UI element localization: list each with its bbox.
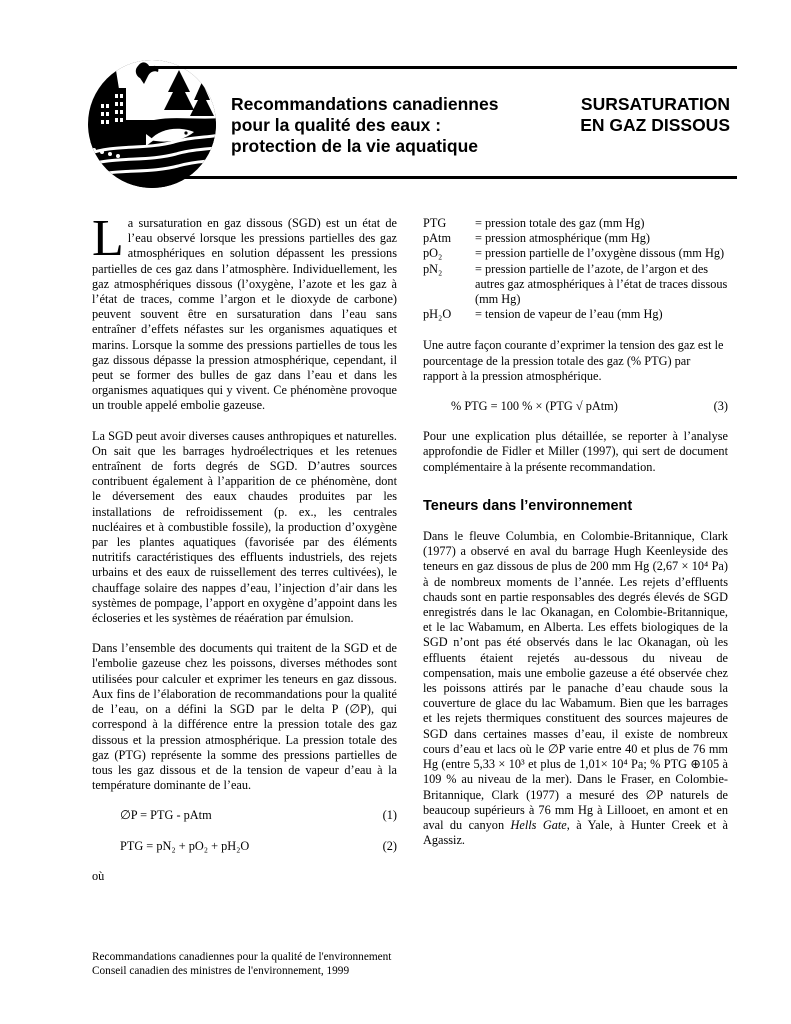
equation-2-text: PTG = pN₂ + pO₂ + pH₂O (120, 838, 250, 853)
definition-row (423, 307, 728, 322)
equation-3-number: (3) (713, 399, 728, 414)
percent-paragraph: Une autre façon courante d’exprimer la tension des gaz est le pourcentage de la pression totale des gaz (% PTG) par rapport à la pression atmosphérique. (423, 338, 724, 383)
equation-2 (120, 839, 397, 854)
definition-term: pAtm (423, 231, 452, 246)
definition-row (423, 216, 728, 231)
methods-paragraph: Dans l’ensemble des documents qui traitent de la SGD et de l'embolie gazeuse chez les poissons, diverses méthodes sont utilisées pour calculer et exprimer les teneurs en gaz dissous. Aux fins de l’élaboration de recommandations pour la qualité de l’eau, on a défini la SGD par le delta P (∅P), qui correspond à la différence entre la pression totale des gaz dissous et la pression atmosphérique. La pression totale des gaz (PTG) représente la somme des pressions partielles de tous les gaz dissous et de la tension de vapeur d’eau à la température dominante de l’eau. (92, 641, 397, 793)
title-line: protection de la vie aquatique (231, 136, 478, 156)
header-rule-top (144, 66, 737, 69)
definition-row (423, 231, 728, 246)
section-heading: Teneurs dans l’environnement (423, 497, 633, 514)
intro-paragraph (92, 210, 397, 414)
topic-line: EN GAZ DISSOUS (580, 115, 730, 135)
definition-value: = pression partielle de l’azote, de l’argon et des autres gaz atmosphériques à l’état de traces dissous (mm Hg) (475, 261, 728, 307)
definition-term: pO₂ (423, 246, 443, 261)
definitions-table (423, 216, 728, 322)
definition-row (423, 262, 728, 308)
title-line: Recommandations canadiennes (231, 94, 499, 114)
footer-line: Recommandations canadiennes pour la qualité de l'environnement (92, 951, 392, 963)
guideline-title (231, 94, 498, 157)
footer-line: Conseil canadien des ministres de l'environnement, 1999 (92, 965, 350, 977)
topic-title (560, 94, 730, 136)
definition-value: = tension de vapeur de l’eau (mm Hg) (475, 307, 663, 322)
title-line: pour la qualité des eaux : (231, 115, 442, 135)
page-footer (92, 950, 391, 978)
left-column (92, 210, 397, 884)
canyon-name: Hells Gate (510, 817, 567, 832)
topic-line: SURSATURATION (580, 94, 730, 114)
right-column (423, 216, 728, 863)
definition-value: = pression partielle de l’oxygène dissous (mm Hg) (475, 246, 725, 261)
intro-text: a sursaturation en gaz dissous (SGD) est un état de l’eau observé lorsque les pressions partielles des gaz atmosphériques en solution dépassent les pressions partielles de ces gaz dans l’atmosphère. Individuellement, les gaz atmosphériques dissous (l’oxygène, l’azote et les gaz à l’état de traces, comme l’argon et le dioxyde de carbone) peuvent souvent être en sursaturation dans l’eau sans entraîner d’effets néfastes sur les organismes aquatiques et marins. Lorsque la somme des pressions partielles de tous les gaz dissous dépasse la pression atmosphérique, cependant, il peut se former des bulles de gaz dans l’eau et dans les organismes aquatiques qui y vivent. Ce phénomène provoque un trouble appelé embolie gazeuse. (92, 216, 397, 413)
environment-text: Dans le fleuve Columbia, en Colombie-Britannique, Clark (1977) a observé en aval du barrage Hugh Keenleyside des teneurs en gaz dissous de plus de 200 mm Hg (2,67 × 10⁴ Pa) à de nombreux moments de l’année. Les rejets d’effluents chauds sont en partie responsables des degrés élevés de SGD enregistrés dans le lac Okanagan, en Colombie-Britannique, et le lac Wabamum, en Alberta. Les effets biologiques de la SGD n’ont pas été observés dans le lac Okanagan, où les effluents étaient rejetés au-dessous du niveau de compensation, mais une embolie gazeuse a été observée chez les poissons attirés par le panache d’eau chaude sous la couverture de glace du lac Wabamum. Bien que les barrages et les rejets thermiques constituent des sources majeures de SGD dans certaines masses d’eau, il existe de nombreux cours d’eau et lacs où le ∅P varie entre 40 et plus de 76 mm Hg (entre 5,33 × 10³ et plus de 1,01× 10⁴ Pa; % PTG ⊕105 à 109 % au niveau de la mer). Dans le Fraser, en Colombie-Britannique, Clark (1977) a mesuré des ∅P naturels de beaucoup supérieurs à 76 mm Hg à Lillooet, en amont et en aval du canyon (423, 529, 728, 832)
environment-paragraph (423, 529, 728, 848)
equation-3 (451, 399, 728, 414)
equation-1 (120, 808, 397, 823)
ccme-logo (84, 58, 224, 190)
definition-value: = pression totale des gaz (mm Hg) (475, 216, 645, 230)
definition-term: pN₂ (423, 261, 443, 276)
definition-term: PTG (423, 216, 447, 230)
equation-1-text: ∅P = PTG - pAtm (120, 808, 212, 823)
equation-2-number: (2) (382, 838, 397, 853)
reference-paragraph: Pour une explication plus détaillée, se reporter à l’analyse approfondie de Fidler et Miller (1997), qui sert de document complémentaire à la présente recommandation. (423, 429, 728, 474)
environment-text-end: , à Yale, à Hunter Creek et à Agassiz. (423, 817, 729, 848)
definition-row (423, 246, 728, 261)
header-rule-bottom (144, 176, 737, 179)
definition-value: = pression atmosphérique (mm Hg) (475, 231, 650, 246)
causes-paragraph: La SGD peut avoir diverses causes anthropiques et naturelles. On sait que les barrages hydroélectriques et les retenues entraînent de forts degrés de SGD. D’autres sources contribuent également à l’apparition de ce phénomène, dont le déversement des eaux chaudes produites par les installations de refroidissement (p. ex., les centrales nucléaires et à combustible fossile), la production d’oxygène par les plantes aquatiques (favorisée par des éléments nutritifs caractéristiques des effluents industriels, des rejets urbains et des eaux de ruissellement des terres cultivées), le chauffage solaire des nappes d’eau, l’injection d’air dans les systèmes de pompage, l’apport en oxygène d’appoint dans les écloseries et les systèmes de réaération par émulsion. (92, 428, 397, 626)
equation-1-number: (1) (382, 808, 397, 823)
equation-3-text: % PTG = 100 % × (PTG √ pAtm) (451, 399, 618, 414)
where-label: où (92, 868, 105, 883)
definition-term: pH₂O (423, 307, 452, 322)
drop-cap: L (92, 210, 124, 267)
